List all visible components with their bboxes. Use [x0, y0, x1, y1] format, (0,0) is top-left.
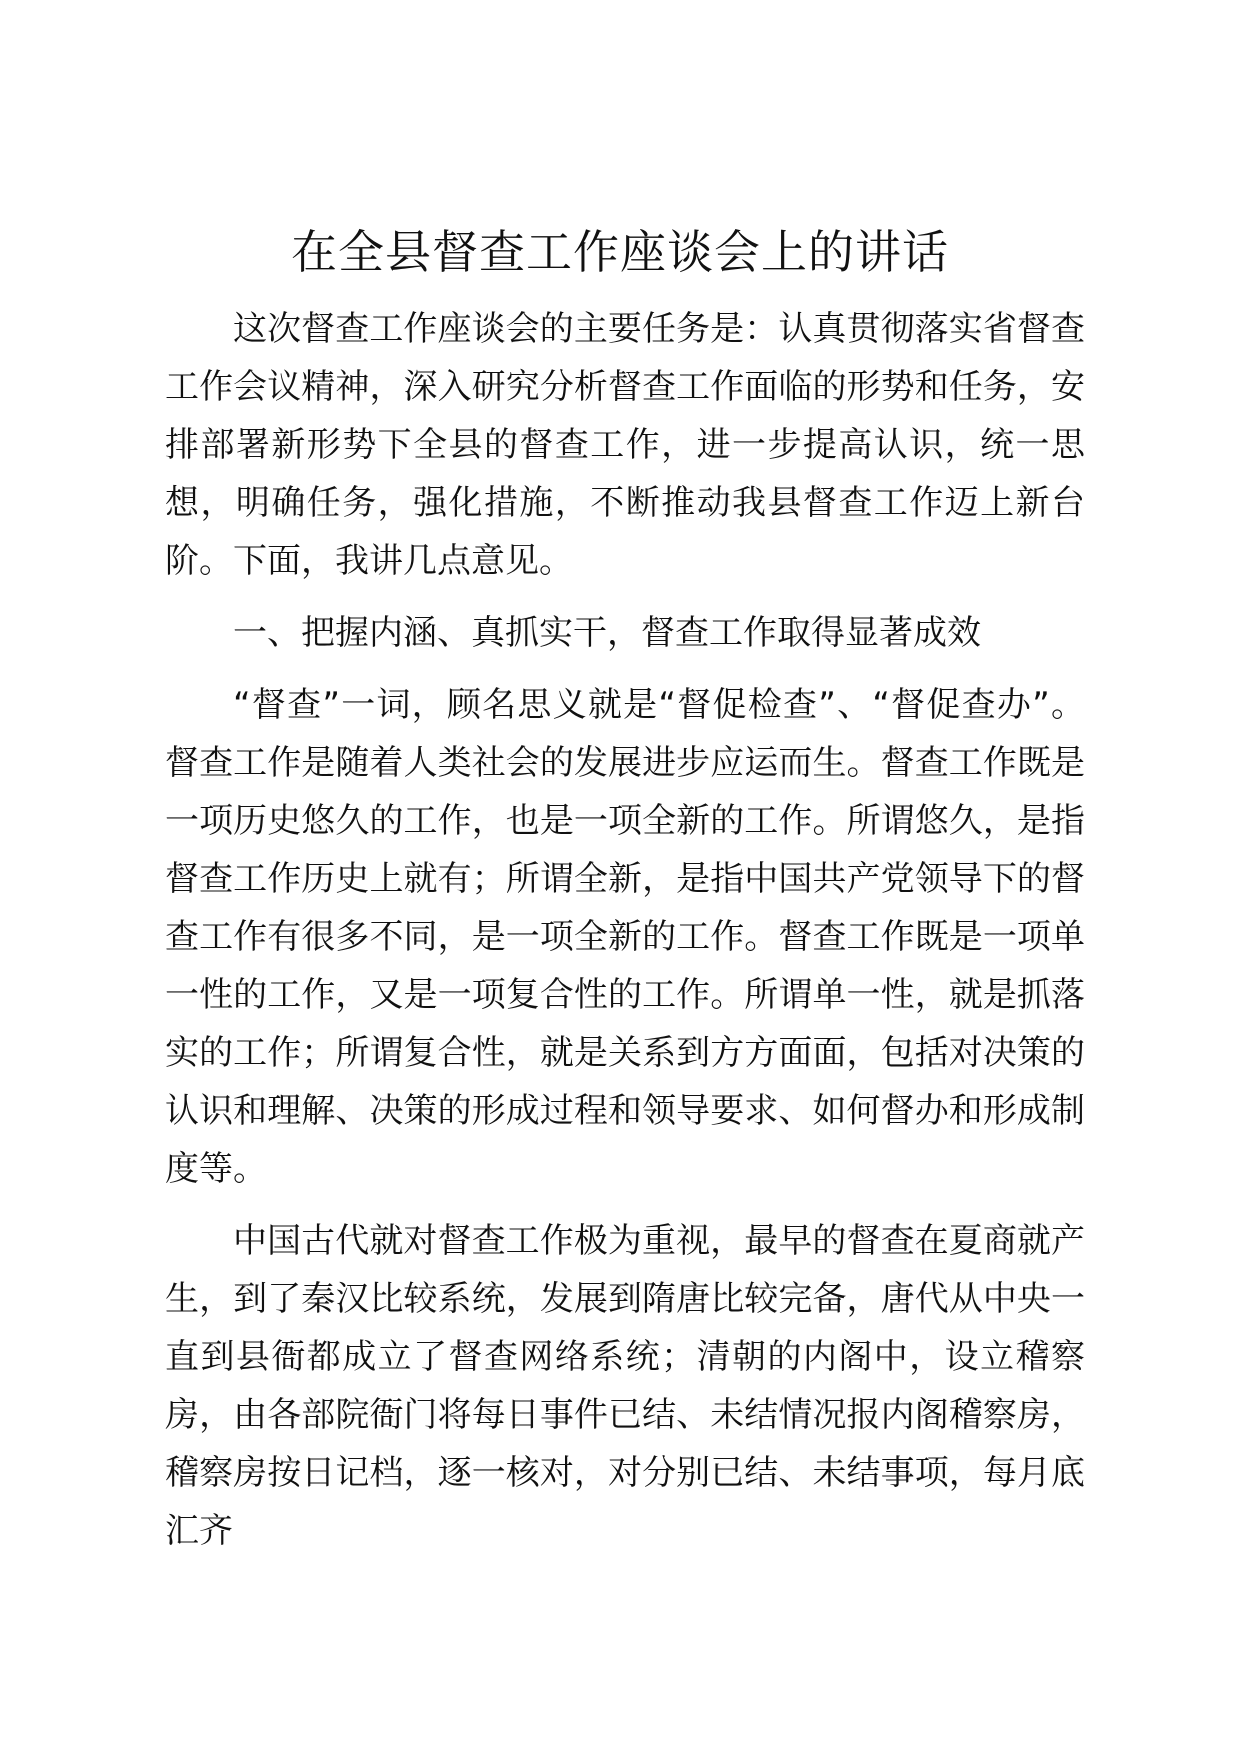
document-body [165, 300, 1085, 1560]
paragraph-definition: “督查”一词，顾名思义就是“督促检查”、“督促查办”。督查工作是随着人类社会的发展进步应运而生。督查工作既是一项历史悠久的工作，也是一项全新的工作。所谓悠久，是指督查工作历史上就有；所谓全新，是指中国共产党领导下的督查工作有很多不同，是一项全新的工作。督查工作既是一项单一性的工作，又是一项复合性的工作。所谓单一性，就是抓落实的工作；所谓复合性，就是关系到方方面面，包括对决策的认识和理解、决策的形成过程和领导要求、如何督办和形成制度等。 [165, 685, 1085, 1189]
paragraph-history: 中国古代就对督查工作极为重视，最早的督查在夏商就产生，到了秦汉比较系统，发展到隋唐比较完备，唐代从中央一直到县衙都成立了督查网络系统；清朝的内阁中，设立稽察房，由各部院衙门将每日事件已结、未结情况报内阁稽察房，稽察房按日记档，逐一核对，对分别已结、未结事项，每月底汇齐 [165, 1221, 1085, 1551]
section-heading-1: 一、把握内涵、真抓实干，督查工作取得显著成效 [233, 613, 981, 653]
paragraph-intro: 这次督查工作座谈会的主要任务是：认真贯彻落实省督查工作会议精神，深入研究分析督查工作面临的形势和任务，安排部署新形势下全县的督查工作，进一步提高认识，统一思想，明确任务，强化措施，不断推动我县督查工作迈上新台阶。下面，我讲几点意见。 [165, 309, 1085, 581]
document-title: 在全县督查工作座谈会上的讲话 [291, 225, 949, 279]
